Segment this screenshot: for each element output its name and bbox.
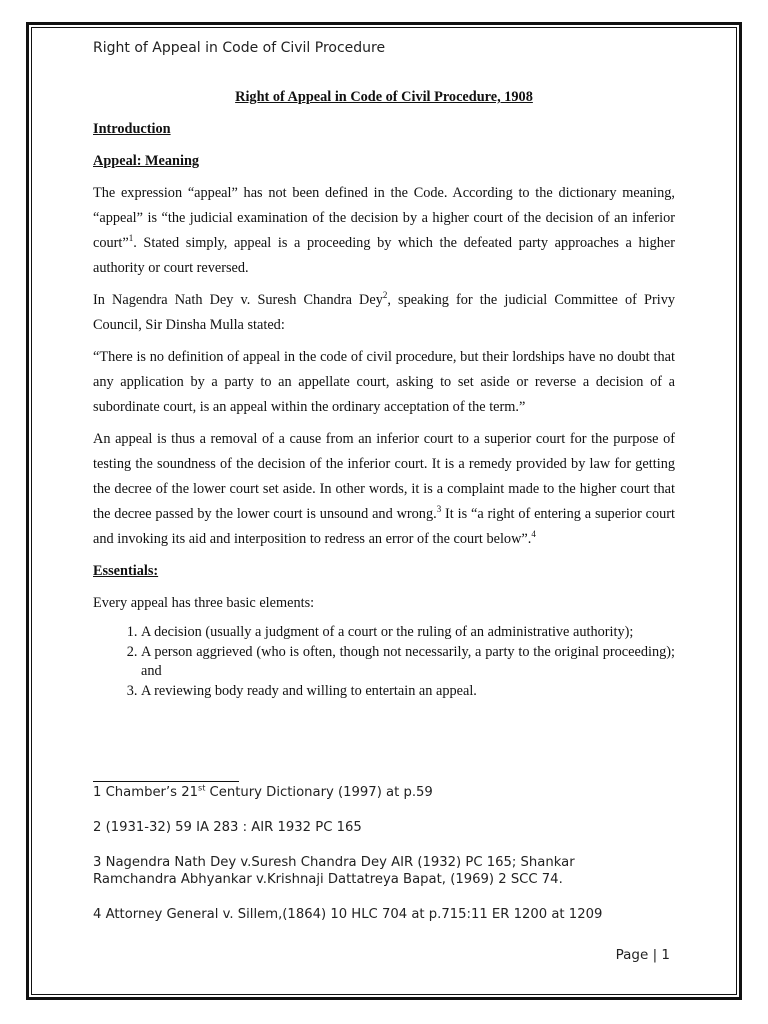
essentials-heading: Essentials: <box>93 563 159 579</box>
quote-paragraph: “There is no definition of appeal in the code of civil procedure, but their lordships have no doubt that any application by a party to an appellate court, asking to set aside or reverse a decision of a subordinate court, is an appeal within the ordinary acceptation of the term.” <box>93 349 675 415</box>
paragraph-meaning: The expression “appeal” has not been defined in the Code. According to the dictionary meaning, “appeal” is “the judicial examination of the decision by a higher court of the decision of an inferior court”$^1$. Stated simply, appeal is a proceeding by which the defeated party approaches a higher authority or court reversed. <box>93 185 675 276</box>
elements-list <box>93 623 675 701</box>
running-header: Right of Appeal in Code of Civil Procedure <box>93 40 386 56</box>
footnote-ref-3: 3 <box>436 504 442 515</box>
document-title: Right of Appeal in Code of Civil Procedure, 1908 <box>235 89 533 105</box>
footnote-4: 4 Attorney General v. Sillem,(1864) 10 HLC 704 at p.715:11 ER 1200 at 1209 <box>93 907 603 922</box>
meaning-heading: Appeal: Meaning <box>93 153 200 169</box>
footnote-ref-2: 2 <box>382 290 388 301</box>
footnote-2: 2 (1931-32) 59 IA 283 : AIR 1932 PC 165 <box>93 820 362 835</box>
essentials-intro: Every appeal has three basic elements: <box>93 595 315 611</box>
intro-heading: Introduction <box>93 121 171 137</box>
paragraph-nagendra: In Nagendra Nath Dey v. Suresh Chandra Dey$^2$, speaking for the judicial Committee of Privy Council, Sir Dinsha Mulla stated: <box>93 290 675 333</box>
footnote-ref-4: 4 <box>531 529 536 540</box>
paragraph-removal: An appeal is thus a removal of a cause from an inferior court to a superior court for the purpose of testing the soundness of the decision of the inferior court. It is a remedy provided by law for getting the decree of the lower court set aside. In other words, it is a complaint made to the higher court that the decree passed by the lower court is unsound and wrong.$^3$ It is “a right of entering a superior court and invoking its aid and interposition to redress an error of the court below”.$^4$ <box>93 431 676 547</box>
list-item: 2. A person aggrieved (who is often, though not necessarily, a party to the original proceeding); and <box>141 643 675 682</box>
page-number: Page | 1 <box>615 947 670 963</box>
list-item: 1. A decision (usually a judgment of a court or the ruling of an administrative authority); <box>141 623 675 643</box>
document-body <box>93 85 675 709</box>
footnotes <box>93 784 653 941</box>
footnote-3: 3 Nagendra Nath Dey v.Suresh Chandra Dey AIR (1932) PC 165; Shankar Ramchandra Abhyankar v.Krishnaji Dattatreya Bapat, (1969) 2 SCC 74. <box>93 855 575 887</box>
footnote-1: 1 Chamber’s 21st Century Dictionary (1997) at p.59 <box>93 783 433 800</box>
footnote-separator <box>93 781 239 782</box>
footnote-ref-1: 1 <box>128 233 134 244</box>
list-item: 3. A reviewing body ready and willing to entertain an appeal. <box>141 682 675 702</box>
